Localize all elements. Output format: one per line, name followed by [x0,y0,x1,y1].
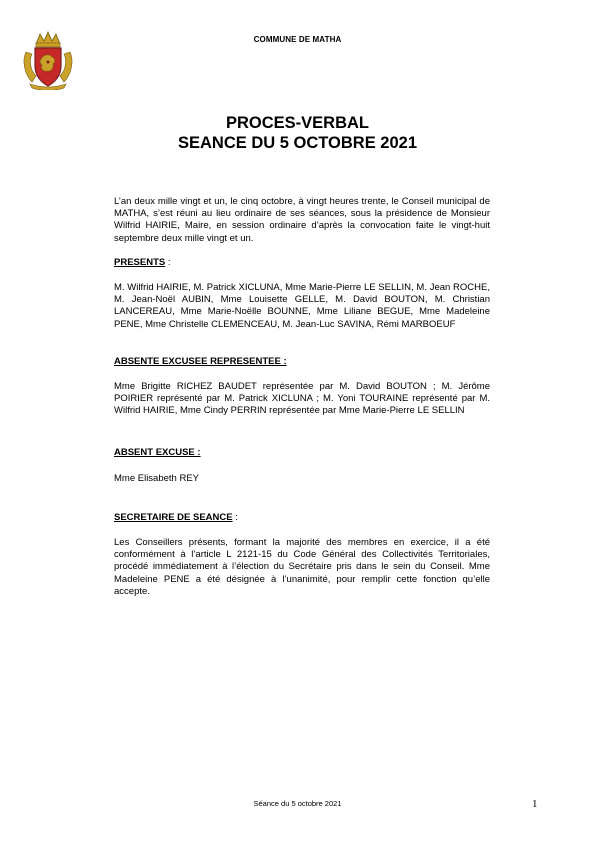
secretary-heading-suffix: : [232,512,238,523]
absents-represented-heading-line [114,356,490,368]
absents-represented-list: Mme Brigitte RICHEZ BAUDET représentée par M. David BOUTON ; M. Jérôme POIRIER représenté par M. Patrick XICLUNA ; M. Yoni TOURAINE représenté par M. Wilfrid HAIRIE, Mme Cindy PERRIN représentée par Mme Marie-Pierre LE SELLIN [114,381,490,417]
title-line-2: SEANCE DU 5 OCTOBRE 2021 [177,134,418,152]
footer-text: Séance du 5 octobre 2021 [253,799,342,808]
secretary-heading: SECRETAIRE DE SEANCE [114,512,233,523]
absent-excused-heading-line [114,447,490,459]
absent-excused-heading: ABSENT EXCUSE : [114,447,201,458]
document-title [0,113,595,153]
page-number: 1 [532,798,538,810]
presents-heading-line [114,257,490,269]
commune-header: COMMUNE DE MATHA [253,35,342,44]
presents-list: M. Wilfrid HAIRIE, M. Patrick XICLUNA, Mme Marie-Pierre LE SELLIN, M. Jean ROCHE, M. Jean-Noël AUBIN, Mme Louisette GELLE, M. David BOUTON, M. Christian LANCEREAU, Mme Marie-Noëlle BOUNNE, Mme Liliane BEGUE, Mme Madeleine PENE, Mme Christelle CLEMENCEAU, M. Jean-Luc SAVINA, Rémi MARBOEUF [114,282,490,330]
secretary-heading-line [114,512,490,524]
title-line-1: PROCES-VERBAL [225,114,369,132]
intro-paragraph: L’an deux mille vingt et un, le cinq octobre, à vingt heures trente, le Conseil municipal de MATHA, s’est réuni au lieu ordinaire de ses séances, sous la présidence de Monsieur Wilfrid HAIRIE, Maire, en session ordinaire d’après la convocation faite le vingt-huit septembre deux mille vingt et un. [114,196,490,244]
absent-excused-list: Mme Elisabeth REY [114,473,200,484]
secretary-paragraph: Les Conseillers présents, formant la majorité des membres en exercice, il a été conformément à l’article L 2121-15 du Code Général des Collectivités Territoriales, procédé immédiatement à l’élection du Secrétaire pris dans le sein du Conseil. Mme Madeleine PENE a été désignée à l’unanimité, pour remplir cette fonction qu’elle accepte. [114,537,490,597]
coat-of-arms-icon [20,30,76,90]
presents-heading-suffix: : [165,257,171,268]
presents-heading: PRESENTS [114,257,166,268]
absents-represented-heading: ABSENTE EXCUSEE REPRESENTEE : [114,356,287,367]
